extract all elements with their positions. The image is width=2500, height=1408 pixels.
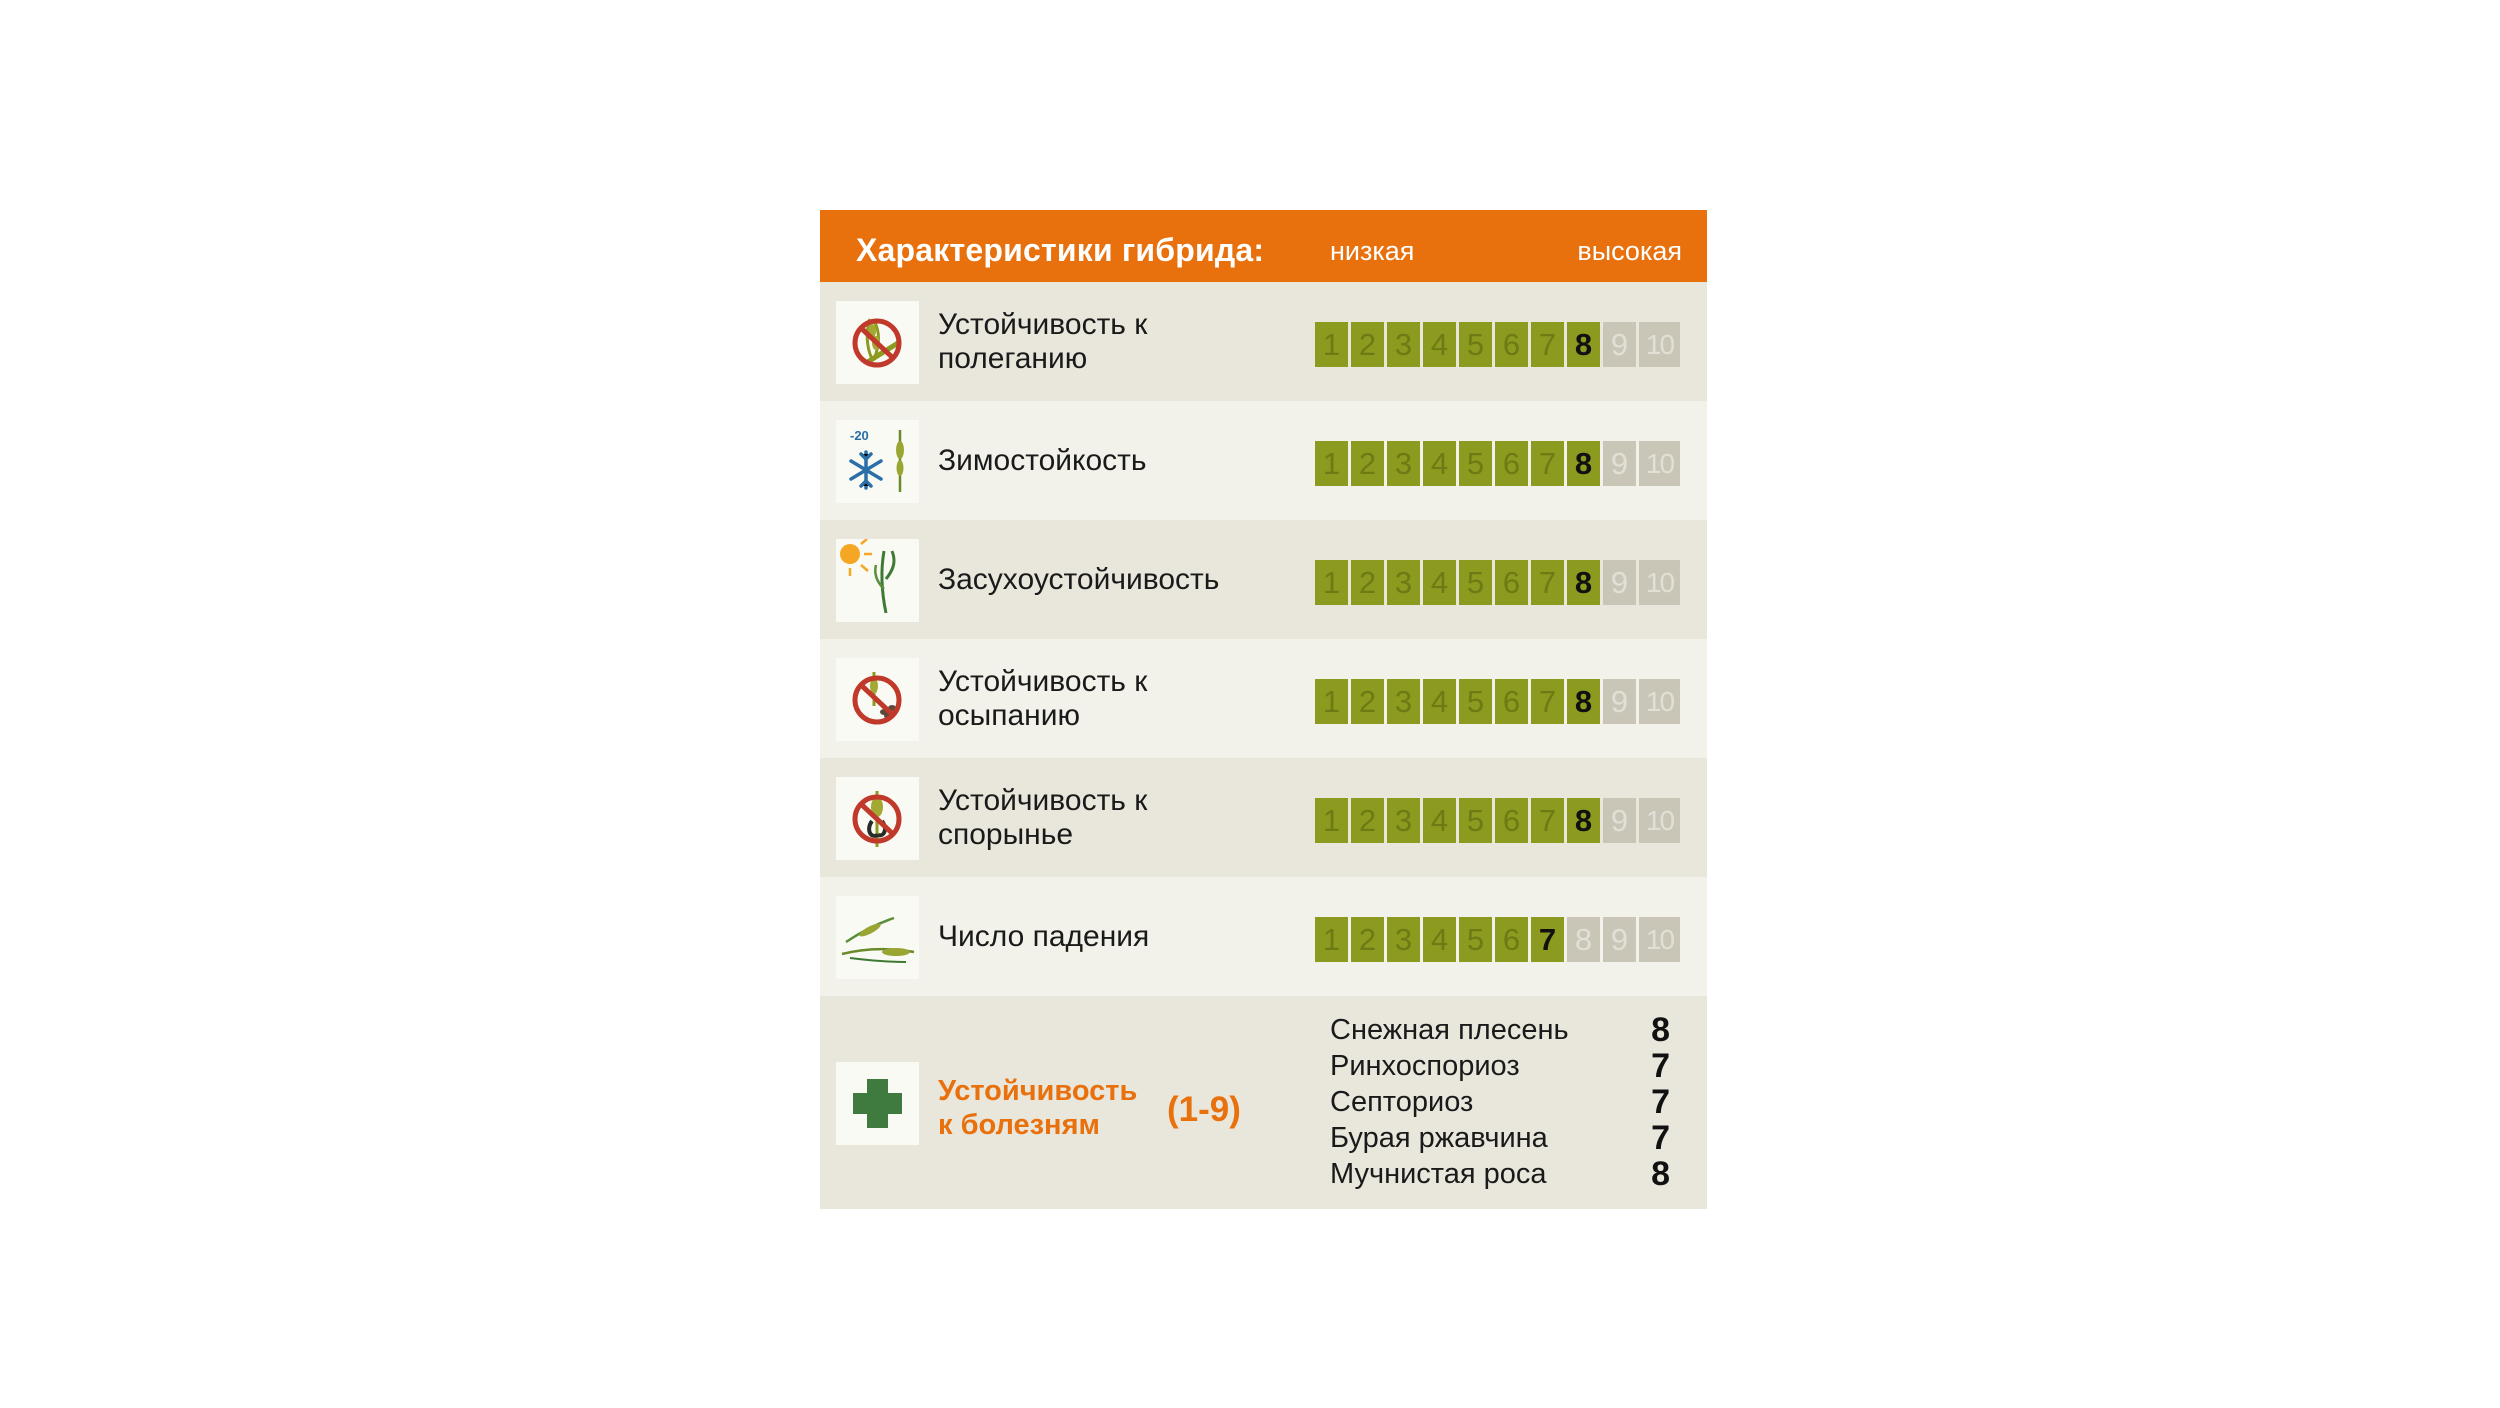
trait-label: Устойчивость к осыпанию — [938, 664, 1148, 732]
rating-cell: 4 — [1423, 679, 1456, 724]
rating-cell: 7 — [1531, 798, 1564, 843]
disease-list — [1330, 1012, 1670, 1192]
rating-cell-selected: 8 — [1567, 441, 1600, 486]
rating-cell: 1 — [1315, 798, 1348, 843]
rating-cell: 9 — [1603, 441, 1636, 486]
disease-name: Мучнистая роса — [1330, 1157, 1547, 1190]
rating-scale — [1315, 917, 1680, 962]
header-title: Характеристики гибрида: — [856, 232, 1265, 268]
rating-cell: 9 — [1603, 560, 1636, 605]
rating-cell: 4 — [1423, 322, 1456, 367]
trait-row — [820, 758, 1707, 877]
trait-rows — [820, 282, 1707, 996]
hybrid-characteristics-card — [820, 210, 1707, 1209]
rating-cell: 1 — [1315, 560, 1348, 605]
disease-name: Бурая ржавчина — [1330, 1121, 1548, 1154]
trait-label: Число падения — [938, 919, 1150, 953]
rating-scale — [1315, 679, 1680, 724]
rating-scale — [1315, 322, 1680, 367]
rating-cell: 2 — [1351, 917, 1384, 962]
rating-cell: 2 — [1351, 560, 1384, 605]
rating-cell: 1 — [1315, 322, 1348, 367]
rating-cell: 1 — [1315, 679, 1348, 724]
rating-cell: 10 — [1639, 441, 1680, 486]
disease-name: Снежная плесень — [1330, 1013, 1569, 1046]
rating-cell-selected: 8 — [1567, 560, 1600, 605]
disease-value: 8 — [1651, 1010, 1670, 1049]
disease-item — [1330, 1120, 1670, 1156]
disease-label: Устойчивость к болезням — [938, 1075, 1138, 1141]
trait-label: Засухоустойчивость — [938, 562, 1220, 596]
rating-cell: 2 — [1351, 679, 1384, 724]
rating-cell: 3 — [1387, 441, 1420, 486]
rating-cell: 9 — [1603, 917, 1636, 962]
disease-value: 8 — [1651, 1154, 1670, 1193]
rating-cell: 1 — [1315, 441, 1348, 486]
rating-cell: 6 — [1495, 917, 1528, 962]
rating-cell: 3 — [1387, 322, 1420, 367]
svg-text:-20: -20 — [850, 428, 869, 443]
rating-cell: 5 — [1459, 917, 1492, 962]
disease-name: Септориоз — [1330, 1085, 1474, 1118]
disease-value: 7 — [1651, 1118, 1670, 1157]
rating-cell: 5 — [1459, 441, 1492, 486]
rating-cell-selected: 8 — [1567, 679, 1600, 724]
green-cross-icon — [836, 1062, 919, 1145]
rating-cell: 6 — [1495, 322, 1528, 367]
disease-range: (1-9) — [1167, 1090, 1241, 1129]
rating-cell: 3 — [1387, 798, 1420, 843]
disease-value: 7 — [1651, 1082, 1670, 1121]
card-header — [820, 210, 1707, 282]
disease-item — [1330, 1048, 1670, 1084]
rating-cell: 7 — [1531, 441, 1564, 486]
trait-label: Зимостойкость — [938, 443, 1147, 477]
rating-cell: 10 — [1639, 679, 1680, 724]
rating-cell: 4 — [1423, 917, 1456, 962]
rating-scale — [1315, 798, 1680, 843]
rating-cell: 6 — [1495, 798, 1528, 843]
rating-cell-selected: 7 — [1531, 917, 1564, 962]
fallen-wheat-icon — [836, 896, 919, 979]
rating-cell: 8 — [1567, 917, 1600, 962]
disease-name: Ринхоспориоз — [1330, 1049, 1520, 1082]
rating-cell: 1 — [1315, 917, 1348, 962]
rating-cell: 9 — [1603, 322, 1636, 367]
rating-cell: 9 — [1603, 679, 1636, 724]
rating-scale — [1315, 560, 1680, 605]
header-high-label: высокая — [1577, 236, 1682, 266]
rating-cell: 10 — [1639, 560, 1680, 605]
rating-cell: 7 — [1531, 679, 1564, 724]
rating-cell: 4 — [1423, 798, 1456, 843]
rating-cell-selected: 8 — [1567, 322, 1600, 367]
rating-cell: 6 — [1495, 679, 1528, 724]
rating-cell: 3 — [1387, 679, 1420, 724]
disease-item — [1330, 1012, 1670, 1048]
header-low-label: низкая — [1330, 236, 1415, 266]
trait-row — [820, 401, 1707, 520]
rating-cell: 7 — [1531, 322, 1564, 367]
trait-row — [820, 877, 1707, 996]
sun-wheat-icon — [836, 539, 919, 622]
trait-row — [820, 639, 1707, 758]
trait-row — [820, 520, 1707, 639]
rating-cell: 5 — [1459, 322, 1492, 367]
rating-cell: 5 — [1459, 560, 1492, 605]
rating-cell: 2 — [1351, 322, 1384, 367]
no-lodging-icon — [836, 301, 919, 384]
disease-value: 7 — [1651, 1046, 1670, 1085]
trait-label: Устойчивость к полеганию — [938, 307, 1148, 375]
rating-cell: 5 — [1459, 798, 1492, 843]
disease-item — [1330, 1084, 1670, 1120]
rating-cell: 10 — [1639, 798, 1680, 843]
rating-cell-selected: 8 — [1567, 798, 1600, 843]
snowflake-wheat-icon — [836, 420, 919, 503]
rating-cell: 9 — [1603, 798, 1636, 843]
rating-cell: 3 — [1387, 560, 1420, 605]
rating-cell: 3 — [1387, 917, 1420, 962]
no-ergot-icon — [836, 777, 919, 860]
rating-cell: 4 — [1423, 441, 1456, 486]
rating-cell: 10 — [1639, 322, 1680, 367]
rating-cell: 4 — [1423, 560, 1456, 605]
rating-cell: 10 — [1639, 917, 1680, 962]
trait-row — [820, 282, 1707, 401]
disease-item — [1330, 1156, 1670, 1192]
rating-cell: 7 — [1531, 560, 1564, 605]
rating-cell: 5 — [1459, 679, 1492, 724]
rating-cell: 2 — [1351, 441, 1384, 486]
rating-cell: 2 — [1351, 798, 1384, 843]
no-shedding-icon — [836, 658, 919, 741]
rating-scale — [1315, 441, 1680, 486]
trait-label: Устойчивость к спорынье — [938, 783, 1148, 851]
disease-resistance-row — [820, 996, 1707, 1209]
rating-cell: 6 — [1495, 560, 1528, 605]
rating-cell: 6 — [1495, 441, 1528, 486]
